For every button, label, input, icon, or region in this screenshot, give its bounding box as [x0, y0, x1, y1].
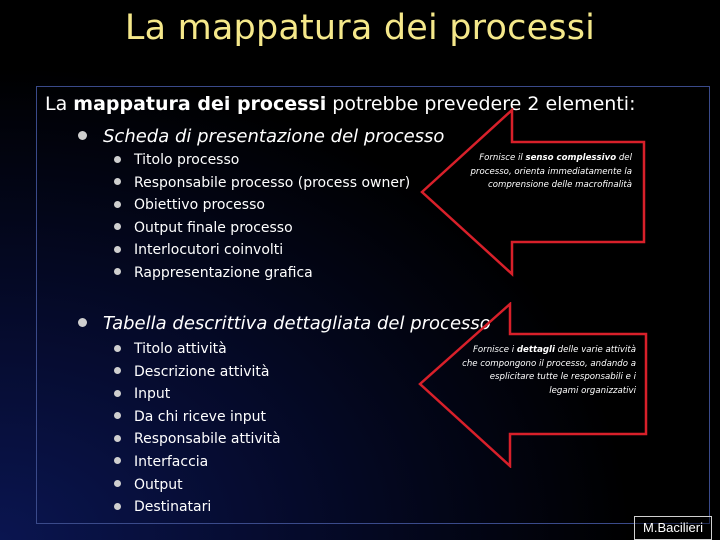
list-item — [114, 217, 410, 240]
bullet-icon — [114, 223, 121, 230]
callout-text: delle varie attività che compongono il processo, andando a esplicitare tutte le responsabili e i legami organizzativi — [462, 345, 636, 396]
bullet-icon — [114, 457, 121, 464]
list-item — [114, 194, 410, 217]
left-arrow-icon — [420, 108, 648, 278]
list-item-label: Interlocutori coinvolti — [134, 242, 284, 259]
bullet-icon — [114, 390, 121, 397]
list-item-label: Obiettivo processo — [134, 197, 265, 214]
callout-bold: senso complessivo — [525, 153, 617, 163]
bullet-icon — [114, 178, 121, 185]
bullet-icon — [114, 246, 121, 253]
list-item-label: Titolo processo — [134, 152, 240, 168]
intro-prefix: La — [45, 93, 74, 115]
bullet-icon — [114, 480, 121, 487]
list-item-label: Destinatari — [134, 499, 212, 516]
list-item-label: Input — [134, 386, 171, 403]
list-item — [114, 406, 281, 429]
bullet-icon — [78, 318, 87, 327]
list-item — [114, 338, 281, 361]
section-heading-scheda — [78, 126, 444, 147]
section-heading-label: Scheda di presentazione del processo — [103, 126, 445, 147]
bullet-icon — [114, 345, 121, 352]
list-item-label: Responsabile processo (process owner) — [134, 174, 411, 191]
list-item — [114, 172, 410, 195]
list-item-label: Da chi riceve input — [134, 408, 267, 425]
list-item-label: Rappresentazione grafica — [134, 264, 313, 281]
section-heading-label: Tabella descrittiva dettagliata del processo — [103, 313, 491, 334]
bullet-icon — [114, 268, 121, 275]
callout-tabella — [460, 344, 636, 398]
list-item — [114, 262, 410, 285]
intro-bold: mappatura dei processi — [73, 93, 327, 115]
list-item — [114, 451, 281, 474]
callout-bold: dettagli — [516, 345, 555, 355]
slide-title: La mappatura dei processi — [124, 8, 596, 48]
bullet-icon — [78, 131, 87, 140]
section-list-scheda — [114, 149, 410, 285]
list-item — [114, 361, 281, 384]
list-item — [114, 496, 281, 519]
list-item — [114, 149, 410, 172]
bullet-icon — [114, 435, 121, 442]
callout-text: del processo, orienta immediatamente la comprensione delle macrofinalità — [470, 153, 632, 190]
bullet-icon — [114, 156, 121, 163]
list-item-label: Descrizione attività — [134, 363, 270, 380]
list-item — [114, 239, 410, 262]
bullet-icon — [114, 503, 121, 510]
intro-suffix: potrebbe prevedere 2 elementi: — [326, 93, 636, 115]
section-list-tabella — [114, 338, 281, 519]
callout-scheda — [470, 152, 632, 193]
author-credit: M.Bacilieri — [634, 516, 712, 540]
callout-text: Fornisce i — [472, 345, 517, 355]
list-item-label: Output finale processo — [134, 219, 293, 236]
bullet-icon — [114, 201, 121, 208]
list-item — [114, 474, 281, 497]
bullet-icon — [114, 412, 121, 419]
list-item-label: Output — [134, 476, 183, 493]
list-item — [114, 428, 281, 451]
list-item-label: Interfaccia — [134, 453, 209, 470]
list-item-label: Titolo attività — [134, 341, 227, 357]
callout-text: Fornisce il — [479, 153, 526, 163]
list-item-label: Responsabile attività — [134, 431, 281, 448]
bullet-icon — [114, 367, 121, 374]
list-item — [114, 383, 281, 406]
